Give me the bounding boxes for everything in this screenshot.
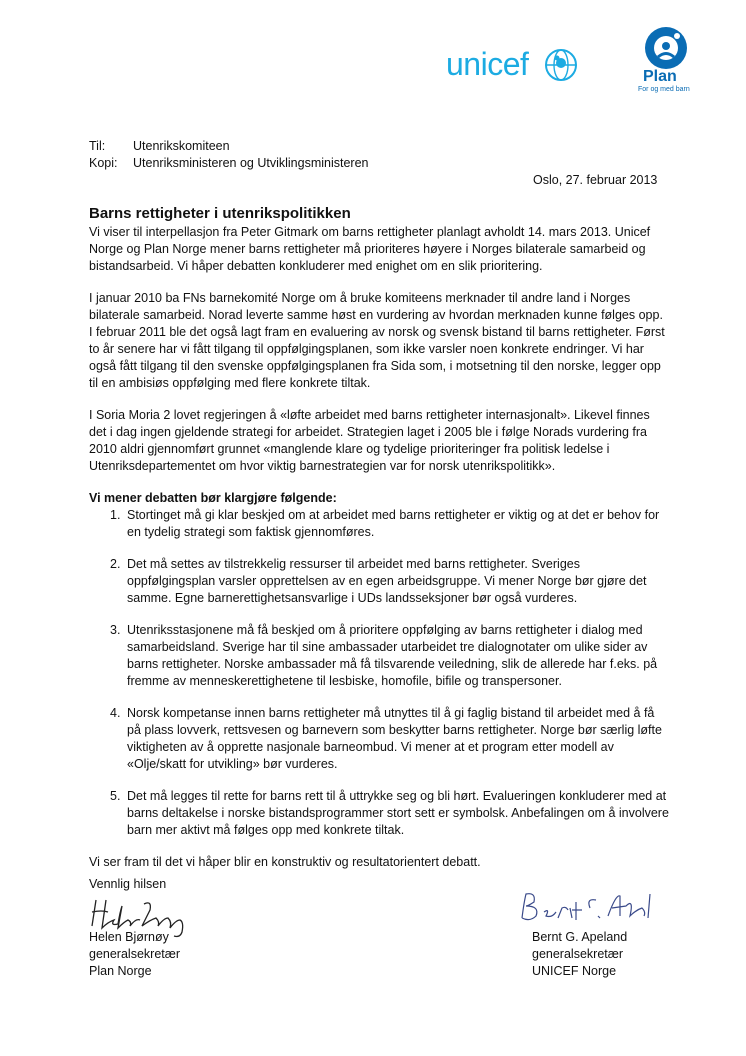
list-item-text: Det må settes av tilstrekkelig ressurser til arbeidet med barns rettigheter. Sveriges oppfølgingsplan varsler opprettelsen av en egen arbeidsgruppe. Vi mener Norge bør gjøre det samme. Egne barnerettighetsansvarlige i UDs landsseksjoner bør også vurderes. (127, 557, 647, 605)
letter-header (89, 138, 369, 172)
demands-list (89, 507, 669, 839)
unicef-logo (446, 40, 576, 88)
plan-logo (636, 26, 698, 98)
unicef-wordmark: unicef (446, 46, 529, 82)
closing-greeting: Vennlig hilsen (89, 877, 167, 891)
list-item (89, 622, 669, 690)
letter-date: Oslo, 27. februar 2013 (533, 173, 658, 187)
signer-right-org: UNICEF Norge (532, 964, 617, 978)
list-item-number: 5. (110, 789, 121, 803)
signer-left-role: generalsekretær (89, 947, 181, 961)
copy-line (89, 155, 369, 172)
signer-left-name: Helen Bjørnøy (89, 930, 169, 944)
list-item-number: 3. (110, 623, 121, 637)
list-item-text: Norsk kompetanse innen barns rettigheter må utnyttes til å gi faglig bistand til arbeidet med å få på plass lovverk, rettsvesen og barnevern som beskytter barns rettigheter. Norge bør særlig løfte viktigheten av å opprette nasjonale barneombud. Vi mener at et program etter modell av «Olje/skatt for utvikling» bør vurderes. (127, 706, 662, 771)
list-item-number: 4. (110, 706, 121, 720)
to-value: Utenrikskomiteen (133, 139, 230, 153)
paragraph-1: Vi viser til interpellasjon fra Peter Gitmark om barns rettigheter planlagt avholdt 14. mars 2013. Unicef Norge og Plan Norge mener barns rettigheter må prioriteres høyere i Norges bilaterale samarbeid og bistandsarbeid. Vi håper debatten konkluderer med enighet om en slik prioritering. (89, 225, 651, 273)
plan-tagline: For og med barn (638, 86, 690, 93)
signer-right (532, 929, 627, 980)
plan-wordmark: Plan (643, 68, 677, 85)
list-item (89, 705, 669, 773)
list-item-text: Stortinget må gi klar beskjed om at arbeidet med barns rettigheter er viktig og at det er behov for en tydelig strategi som faktisk gjennomføres. (127, 508, 660, 539)
paragraph-2: I januar 2010 ba FNs barnekomité Norge om å bruke komiteens merknader til andre land i Norges bilaterale samarbeid. Norad leverte samme høst en vurdering av hvordan merknaden kunne følges opp. I februar 2011 ble det også lagt fram en evaluering av norsk og svensk bistand til barns rettigheter. Først to år senere har vi fått tilgang til oppfølgingsplanen, som ikke varsler noen konkrete endringer. Vi har også fått tilgang til den svenske oppfølgingsplanen fra Sida som, i motsetning til den norske, legger opp til en ambisiøs oppfølging med flere konkrete tiltak. (89, 291, 665, 390)
to-label: Til: (89, 139, 106, 153)
signer-left (89, 929, 180, 980)
final-paragraph: Vi ser fram til det vi håper blir en konstruktiv og resultatorientert debatt. (89, 855, 481, 869)
paragraph-3: I Soria Moria 2 lovet regjeringen å «løfte arbeidet med barns rettigheter internasjonalt». Likevel finnes det i dag ingen gjeldende strategi for arbeidet. Strategien laget i 2005 ble i følge Norads vurdering fra 2010 aldri gjennomført grunnet «manglende klare og tydelige prioriteringer fra politisk ledelse i Utenriksdepartementet om hvor viktig barnestrategien var for norsk utenrikspolitikk». (89, 408, 650, 473)
copy-label: Kopi: (89, 156, 118, 170)
letter-title: Barns rettigheter i utenrikspolitikken (89, 205, 351, 222)
list-item (89, 556, 669, 607)
plan-mark-icon (644, 26, 688, 70)
list-item-number: 1. (110, 508, 121, 522)
recipient-line (89, 138, 369, 155)
signer-left-org: Plan Norge (89, 964, 152, 978)
signer-right-name: Bernt G. Apeland (532, 930, 628, 944)
unicef-globe-icon (544, 48, 578, 82)
list-item (89, 788, 669, 839)
list-item-text: Utenriksstasjonene må få beskjed om å prioritere oppfølging av barns rettigheter i dialog med samarbeidsland. Sverige har til sine ambassader utarbeidet tre dialognotater om ulike sider av barns rettigheter. Norske ambassader må få tilsvarende veiledning, slik de allerede har f.eks. på fremme av menneskerettighetene til lesbiske, homofile, bifile og transpersoner. (127, 623, 658, 688)
list-heading: Vi mener debatten bør klargjøre følgende: (89, 491, 337, 505)
list-item-text: Det må legges til rette for barns rett til å uttrykke seg og bli hørt. Evalueringen konkluderer med at barns deltakelse i norske bistandsprogrammer stort sett er symbolsk. Anbefalingen om å involvere barn mer aktivt må følges opp med konkrete tiltak. (127, 789, 669, 837)
copy-value: Utenriksministeren og Utviklingsministeren (133, 156, 369, 170)
letter-body (89, 224, 669, 886)
list-item (89, 507, 669, 541)
list-item-number: 2. (110, 557, 121, 571)
signature-right-handwriting (516, 888, 666, 928)
signer-right-role: generalsekretær (532, 947, 624, 961)
